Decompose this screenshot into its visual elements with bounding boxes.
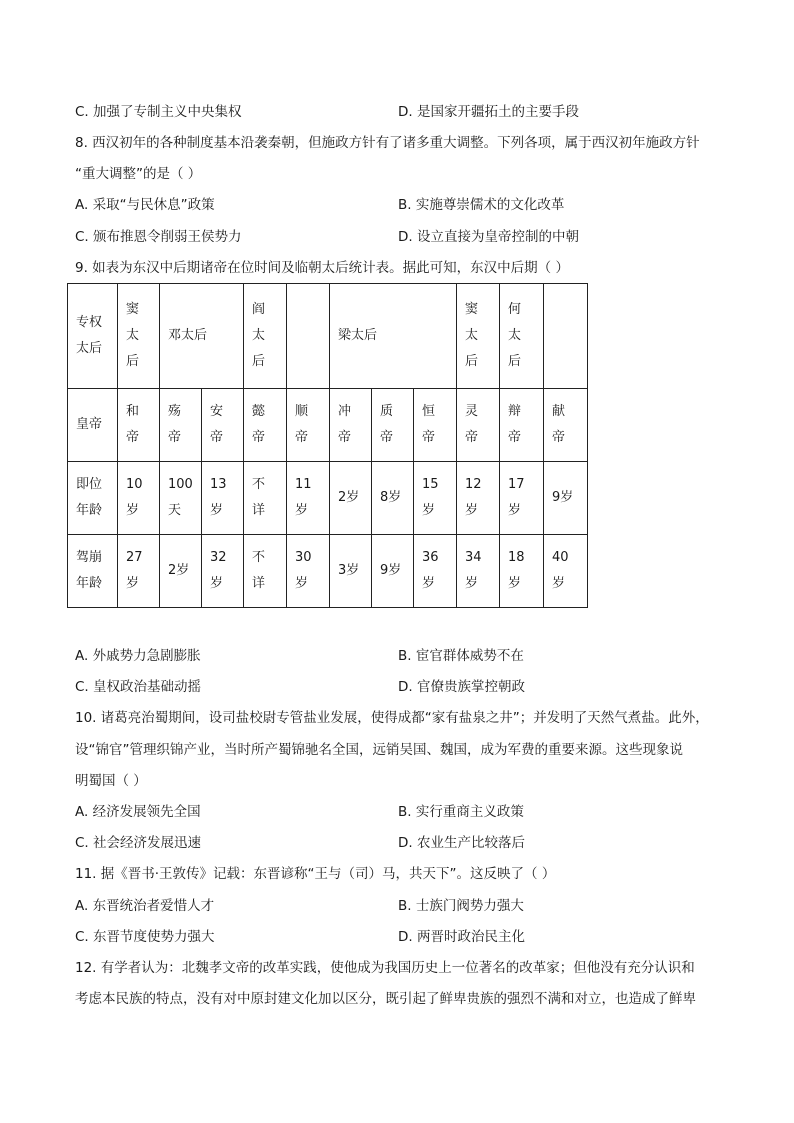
accession-age-cell: 12岁 xyxy=(457,462,500,535)
table-row-dowagers xyxy=(68,284,588,389)
q8-option-d: D. 设立直接为皇帝控制的中朝 xyxy=(398,229,579,245)
row-header-emperor: 皇帝 xyxy=(68,389,118,462)
dowager-cell: 何太后 xyxy=(500,284,544,389)
q9-stem: 9. 如表为东汉中后期诸帝在位时间及临朝太后统计表。据此可知，东汉中后期（ ） xyxy=(75,260,569,276)
q12-stem-line1: 12. 有学者认为：北魏孝文帝的改革实践，使他成为我国历史上一位著名的改革家；但他没有充分认识和 xyxy=(75,960,695,976)
row-header-dowager: 专权太后 xyxy=(68,284,118,389)
accession-age-cell: 15岁 xyxy=(414,462,457,535)
emperor-cell: 顺帝 xyxy=(287,389,330,462)
dowager-cell: 阎太后 xyxy=(244,284,287,389)
accession-age-cell: 11岁 xyxy=(287,462,330,535)
death-age-cell: 30岁 xyxy=(287,535,330,608)
emperor-cell: 献帝 xyxy=(544,389,588,462)
death-age-cell: 9岁 xyxy=(372,535,414,608)
accession-age-cell: 10岁 xyxy=(118,462,160,535)
q12-stem-line2: 考虑本民族的特点，没有对中原封建文化加以区分，既引起了鲜卑贵族的强烈不满和对立，也造成了鲜卑 xyxy=(75,991,696,1007)
table-row-death-age xyxy=(68,535,588,608)
death-age-cell: 2岁 xyxy=(160,535,202,608)
q8-option-c: C. 颁布推恩令削弱王侯势力 xyxy=(75,229,242,245)
accession-age-cell: 不详 xyxy=(244,462,287,535)
q11-option-c: C. 东晋节度使势力强大 xyxy=(75,929,215,945)
emperor-cell: 懿帝 xyxy=(244,389,287,462)
q7-option-c: C. 加强了专制主义中央集权 xyxy=(75,104,242,120)
q9-table xyxy=(67,283,588,608)
emperor-cell: 殇帝 xyxy=(160,389,202,462)
death-age-cell: 36岁 xyxy=(414,535,457,608)
emperor-cell: 和帝 xyxy=(118,389,160,462)
dowager-cell: 梁太后 xyxy=(330,284,457,389)
emperor-cell: 恒帝 xyxy=(414,389,457,462)
emperor-cell: 质帝 xyxy=(372,389,414,462)
q10-option-d: D. 农业生产比较落后 xyxy=(398,835,525,851)
q8-option-b: B. 实施尊崇儒术的文化改革 xyxy=(398,197,565,213)
q7-option-d: D. 是国家开疆拓土的主要手段 xyxy=(398,104,579,120)
accession-age-cell: 13岁 xyxy=(202,462,244,535)
dowager-cell: 窦太后 xyxy=(457,284,500,389)
q11-option-a: A. 东晋统治者爱惜人才 xyxy=(75,898,215,914)
q11-option-b: B. 士族门阀势力强大 xyxy=(398,898,524,914)
table-row-accession-age xyxy=(68,462,588,535)
death-age-cell: 27岁 xyxy=(118,535,160,608)
dowager-cell xyxy=(544,284,588,389)
emperor-cell: 灵帝 xyxy=(457,389,500,462)
q10-stem-line2: 设“锦官”管理织锦产业，当时所产蜀锦驰名全国，远销吴国、魏国，成为军费的重要来源。这些现象说 xyxy=(75,742,683,758)
emperor-cell: 冲帝 xyxy=(330,389,372,462)
accession-age-cell: 8岁 xyxy=(372,462,414,535)
death-age-cell: 18岁 xyxy=(500,535,544,608)
q10-option-b: B. 实行重商主义政策 xyxy=(398,804,524,820)
death-age-cell: 32岁 xyxy=(202,535,244,608)
death-age-cell: 40岁 xyxy=(544,535,588,608)
q10-stem-line1: 10. 诸葛亮治蜀期间，设司盐校尉专管盐业发展，使得成都“家有盐泉之井”；并发明了天然气煮盐。此外， xyxy=(75,710,709,726)
death-age-cell: 34岁 xyxy=(457,535,500,608)
accession-age-cell: 9岁 xyxy=(544,462,588,535)
q11-option-d: D. 两晋时政治民主化 xyxy=(398,929,525,945)
q9-option-a: A. 外戚势力急剧膨胀 xyxy=(75,648,201,664)
q11-stem: 11. 据《晋书·王敦传》记载：东晋谚称“王与（司）马，共天下”。这反映了（ ） xyxy=(75,866,556,882)
dowager-cell: 邓太后 xyxy=(160,284,244,389)
table-row-emperors xyxy=(68,389,588,462)
accession-age-cell: 100天 xyxy=(160,462,202,535)
dowager-cell: 窦太后 xyxy=(118,284,160,389)
death-age-cell: 3岁 xyxy=(330,535,372,608)
q8-stem-line1: 8. 西汉初年的各种制度基本沿袭秦朝，但施政方针有了诸多重大调整。下列各项，属于西汉初年施政方针 xyxy=(75,135,700,151)
q9-option-b: B. 宦官群体威势不在 xyxy=(398,648,524,664)
death-age-cell: 不详 xyxy=(244,535,287,608)
q9-option-c: C. 皇权政治基础动摇 xyxy=(75,679,202,695)
q9-option-d: D. 官僚贵族掌控朝政 xyxy=(398,679,525,695)
accession-age-cell: 17岁 xyxy=(500,462,544,535)
q10-option-a: A. 经济发展领先全国 xyxy=(75,804,201,820)
q10-option-c: C. 社会经济发展迅速 xyxy=(75,835,202,851)
q8-stem-line2: “重大调整”的是（ ） xyxy=(75,166,202,182)
emperor-cell: 辩帝 xyxy=(500,389,544,462)
emperor-cell: 安帝 xyxy=(202,389,244,462)
row-header-accession-age: 即位年龄 xyxy=(68,462,118,535)
accession-age-cell: 2岁 xyxy=(330,462,372,535)
row-header-death-age: 驾崩年龄 xyxy=(68,535,118,608)
dowager-cell xyxy=(287,284,330,389)
q8-option-a: A. 采取“与民休息”政策 xyxy=(75,197,215,213)
q10-stem-line3: 明蜀国（ ） xyxy=(75,773,147,789)
